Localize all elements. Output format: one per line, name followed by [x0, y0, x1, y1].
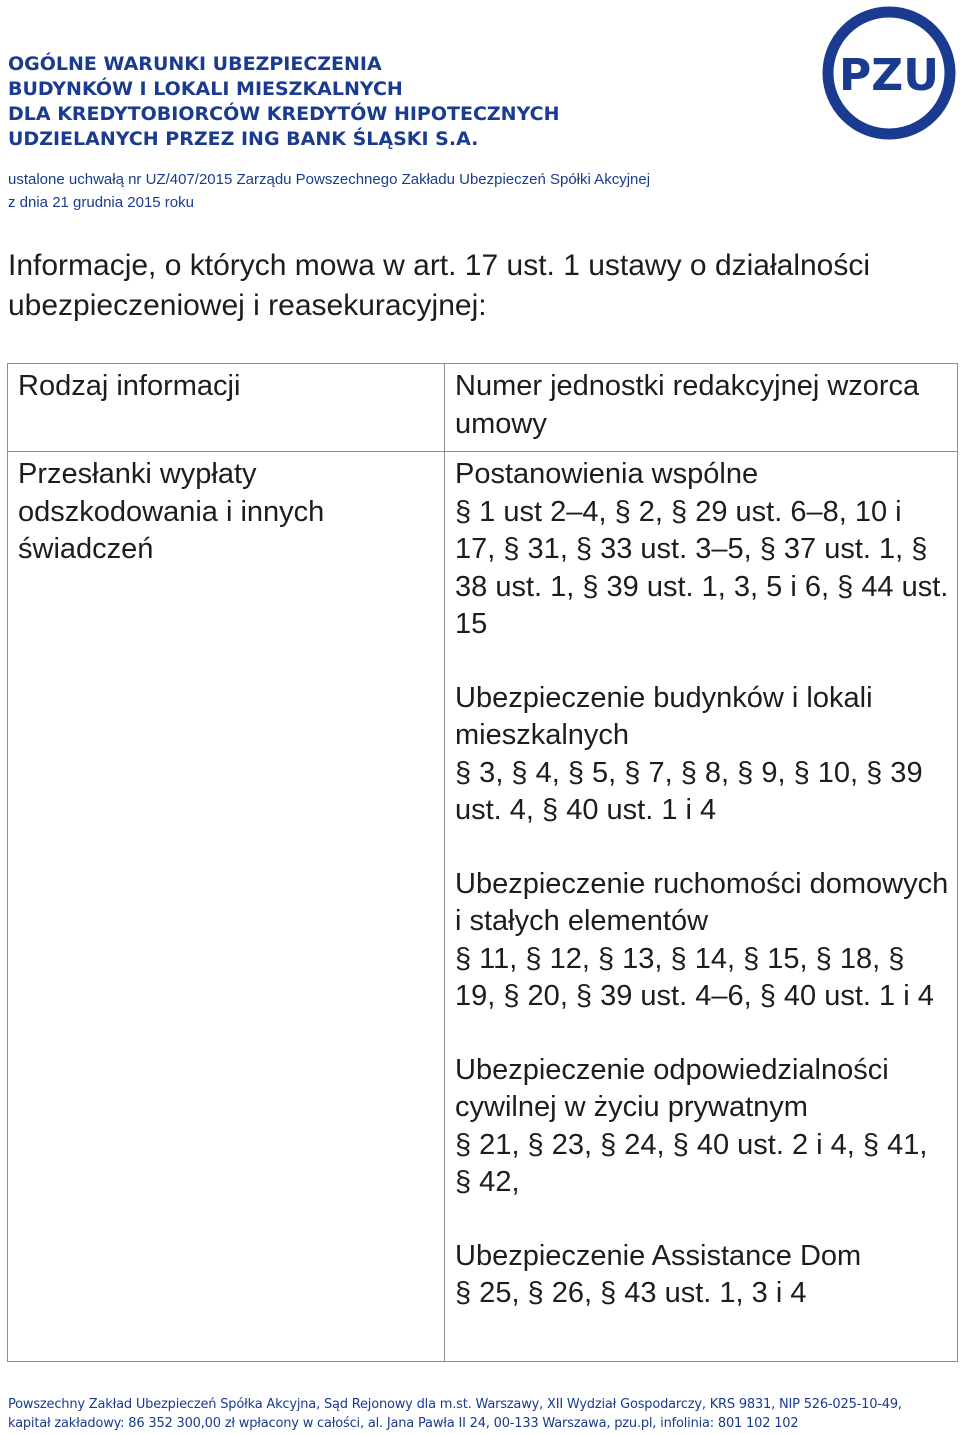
section-refs: § 3, § 4, § 5, § 7, § 8, § 9, § 10, § 39 ust. 4, § 40 ust. 1 i 4 — [455, 756, 923, 826]
title-line-3: DLA KREDYTOBIORCÓW KREDYTÓW HIPOTECZNYCH — [8, 103, 560, 125]
section-movables — [455, 866, 949, 1016]
title-line-1: OGÓLNE WARUNKI UBEZPIECZENIA — [8, 53, 382, 75]
section-refs: § 1 ust 2–4, § 2, § 29 ust. 6–8, 10 i 17, § 31, § 33 ust. 3–5, § 37 ust. 1, § 38 ust. 1, § 39 ust. 1, 3, 5 i 6, § 44 ust. 15 — [455, 495, 949, 640]
section-liability — [455, 1052, 949, 1202]
footer-line-1: Powszechny Zakład Ubezpieczeń Spółka Akcyjna, Sąd Rejonowy dla m.st. Warszawy, XII Wydział Gospodarczy, KRS 9831, NIP 526-025-10-49, — [8, 1397, 902, 1412]
section-refs: § 11, § 12, § 13, § 14, § 15, § 18, § 19, § 20, § 39 ust. 4–6, § 40 ust. 1 i 4 — [455, 942, 934, 1012]
section-title: Postanowienia wspólne — [455, 458, 759, 490]
section-title: Ubezpieczenie budynków i lokali mieszkalnych — [455, 681, 873, 751]
table-row — [8, 452, 958, 1362]
heading-line-2: ubezpieczeniowej i reasekuracyjnej: — [8, 289, 487, 322]
company-footer — [8, 1395, 956, 1433]
section-general — [455, 456, 949, 644]
col-header-type: Rodzaj informacji — [8, 364, 445, 452]
section-title: Ubezpieczenie Assistance Dom — [455, 1239, 862, 1272]
section-refs: § 25, § 26, § 43 ust. 1, 3 i 4 — [455, 1277, 807, 1309]
logo-text: PZU — [839, 50, 939, 101]
references-cell — [445, 452, 958, 1362]
section-buildings — [455, 680, 949, 830]
table-header-row — [8, 364, 958, 452]
information-table — [7, 363, 958, 1362]
section-assistance — [455, 1238, 949, 1313]
section-title: Ubezpieczenie ruchomości domowych i stałych elementów — [455, 867, 949, 937]
info-heading — [8, 246, 948, 326]
document-title — [8, 52, 788, 152]
resolution-line-2: z dnia 21 grudnia 2015 roku — [8, 194, 194, 211]
resolution-note — [8, 168, 650, 214]
pzu-logo — [822, 6, 956, 140]
title-line-2: BUDYNKÓW I LOKALI MIESZKALNYCH — [8, 78, 403, 100]
row-label: Przesłanki wypłaty odszkodowania i innych świadczeń — [8, 452, 445, 1362]
heading-line-1: Informacje, o których mowa w art. 17 ust. 1 ustawy o działalności — [8, 249, 871, 282]
col-header-unit-number: Numer jednostki redakcyjnej wzorca umowy — [445, 364, 958, 452]
title-line-4: UDZIELANYCH PRZEZ ING BANK ŚLĄSKI S.A. — [8, 128, 479, 150]
resolution-line-1: ustalone uchwałą nr UZ/407/2015 Zarządu Powszechnego Zakładu Ubezpieczeń Spółki Akcyjnej — [8, 171, 651, 188]
section-title: Ubezpieczenie odpowiedzialności cywilnej w życiu prywatnym — [455, 1053, 889, 1123]
footer-line-2: kapitał zakładowy: 86 352 300,00 zł wpłacony w całości, al. Jana Pawła II 24, 00-133 Warszawa, pzu.pl, infolinia: 801 102 102 — [8, 1416, 799, 1431]
section-refs: § 21, § 23, § 24, § 40 ust. 2 i 4, § 41, § 42, — [455, 1128, 928, 1198]
